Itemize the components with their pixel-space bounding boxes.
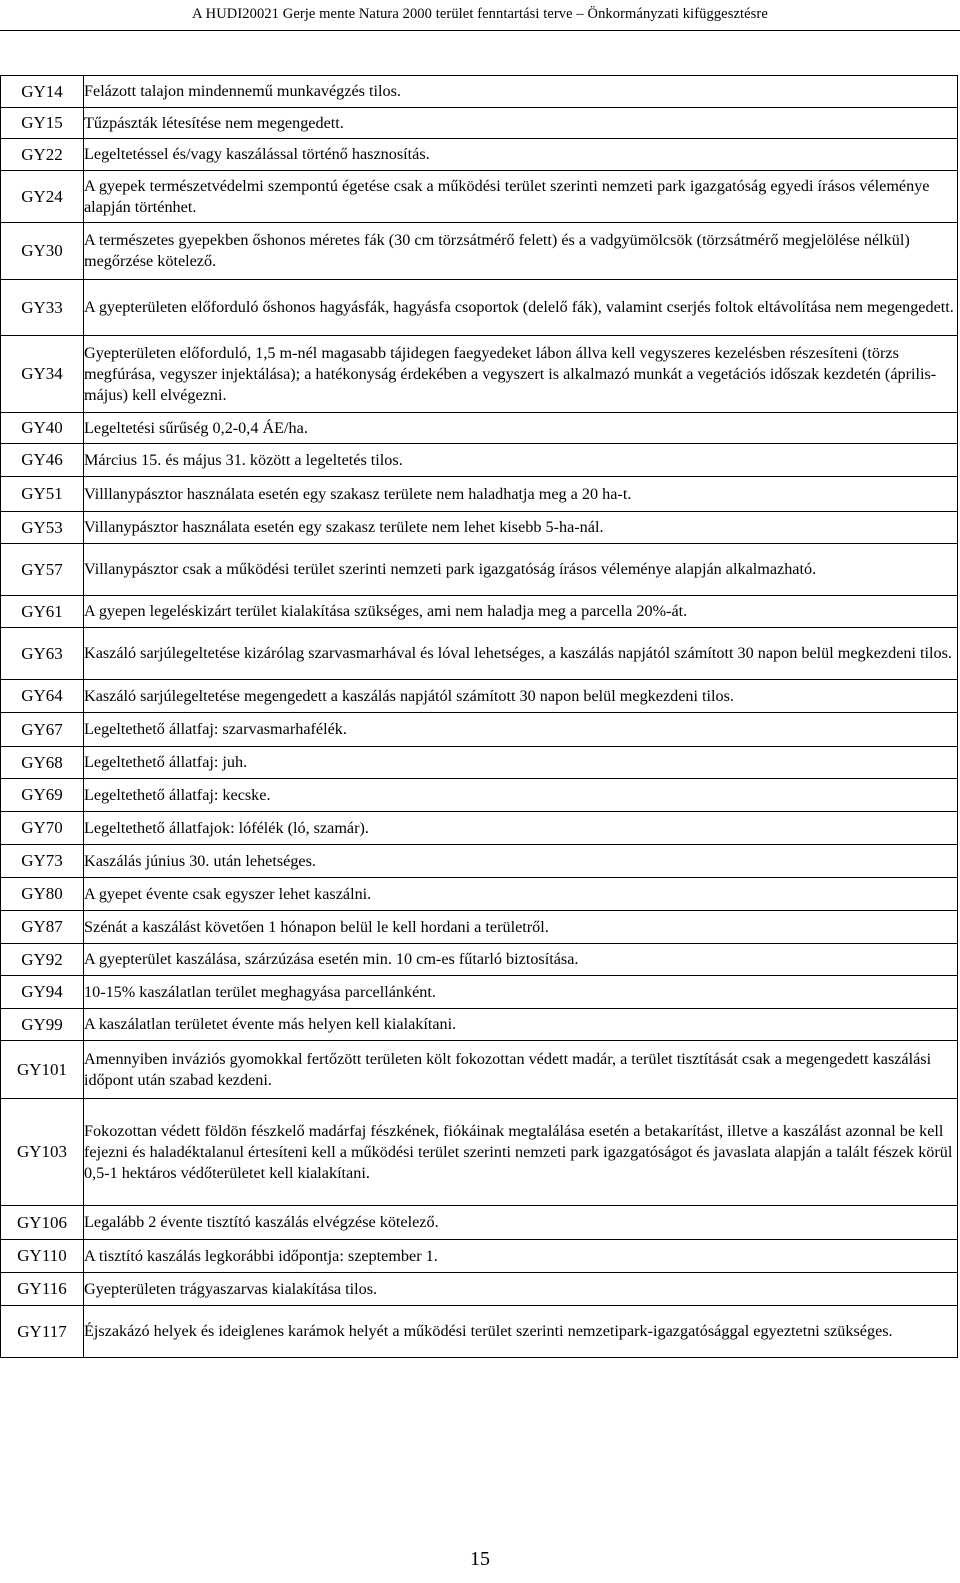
rule-code: GY68 <box>1 747 84 779</box>
rule-code: GY53 <box>1 512 84 544</box>
rule-code: GY94 <box>1 976 84 1009</box>
table-row <box>1 544 958 596</box>
rule-code: GY87 <box>1 911 84 944</box>
rule-text: Legalább 2 évente tisztító kaszálás elvégzése kötelező. <box>84 1206 958 1240</box>
rule-text: Kaszáló sarjúlegeltetése megengedett a kaszálás napjától számított 30 napon belül megkezdeni tilos. <box>84 680 958 713</box>
table-row <box>1 1240 958 1273</box>
rule-text: Felázott talajon mindennemű munkavégzés tilos. <box>84 76 958 108</box>
rule-text: A gyepterület kaszálása, szárzúzása esetén min. 10 cm-es fűtarló biztosítása. <box>84 944 958 976</box>
page-header: A HUDI20021 Gerje mente Natura 2000 terület fenntartási terve – Önkormányzati kifüggesztésre <box>192 6 768 22</box>
table-row <box>1 223 958 280</box>
rule-text: Éjszakázó helyek és ideiglenes karámok helyét a működési terület szerinti nemzetipark-igazgatósággal egyeztetni szükséges. <box>84 1306 958 1358</box>
rule-text: Legeltetéssel és/vagy kaszálással történő hasznosítás. <box>84 139 958 171</box>
rule-text: Villanypásztor csak a működési terület szerinti nemzeti park igazgatóság írásos véleménye alapján alkalmazható. <box>84 544 958 596</box>
rule-code: GY40 <box>1 413 84 444</box>
rule-text: A gyepek természetvédelmi szempontú égetése csak a működési terület szerinti nemzeti park igazgatóság egyedi írásos véleménye alapján történhet. <box>84 171 958 223</box>
table-row <box>1 812 958 845</box>
rule-code: GY14 <box>1 76 84 108</box>
rule-code: GY101 <box>1 1041 84 1099</box>
rule-text: Legeltethető állatfaj: kecske. <box>84 779 958 812</box>
rule-code: GY24 <box>1 171 84 223</box>
rule-code: GY22 <box>1 139 84 171</box>
rule-code: GY69 <box>1 779 84 812</box>
rule-text: Villlanypásztor használata esetén egy szakasz területe nem haladhatja meg a 20 ha-t. <box>84 477 958 512</box>
rule-code: GY30 <box>1 223 84 280</box>
rule-code: GY51 <box>1 477 84 512</box>
rule-code: GY73 <box>1 845 84 878</box>
table-row <box>1 628 958 680</box>
rule-code: GY15 <box>1 108 84 139</box>
table-row <box>1 1206 958 1240</box>
rule-code: GY61 <box>1 596 84 628</box>
rule-text: Fokozottan védett földön fészkelő madárfaj fészkének, fiókáinak megtalálása esetén a betakarítást, illetve a kaszálást azonnal be kell fejezni és haladéktalanul értesíteni kell a működési terület szerinti nemzeti park igazgatóságot és javaslata alapján a talált fészek körül 0,5-1 hektáros védőterületet kell kialakítani. <box>84 1099 958 1206</box>
table-row <box>1 1099 958 1206</box>
header-rule <box>0 30 960 31</box>
table-row <box>1 976 958 1009</box>
table-row <box>1 336 958 413</box>
rule-text: Szénát a kaszálást követően 1 hónapon belül le kell hordani a területről. <box>84 911 958 944</box>
table-row <box>1 171 958 223</box>
rule-text: A természetes gyepekben őshonos méretes fák (30 cm törzsátmérő felett) és a vadgyümölcsök (törzsátmérő megjelölése nélkül) megőrzése kötelező. <box>84 223 958 280</box>
rule-text: A gyepterületen előforduló őshonos hagyásfák, hagyásfa csoportok (delelő fák), valamint cserjés foltok eltávolítása nem megengedett. <box>84 280 958 336</box>
table-row <box>1 1041 958 1099</box>
rules-table <box>0 75 958 1358</box>
rule-text: Villanypásztor használata esetén egy szakasz területe nem lehet kisebb 5-ha-nál. <box>84 512 958 544</box>
rule-text: A tisztító kaszálás legkorábbi időpontja: szeptember 1. <box>84 1240 958 1273</box>
table-row <box>1 845 958 878</box>
table-row <box>1 477 958 512</box>
rule-code: GY106 <box>1 1206 84 1240</box>
table-row <box>1 1273 958 1306</box>
rule-text: Legeltethető állatfajok: lófélék (ló, szamár). <box>84 812 958 845</box>
table-row <box>1 413 958 444</box>
rules-table-body <box>1 76 958 1358</box>
table-row <box>1 280 958 336</box>
rule-text: Gyepterületen trágyaszarvas kialakítása tilos. <box>84 1273 958 1306</box>
table-row <box>1 108 958 139</box>
table-row <box>1 747 958 779</box>
table-row <box>1 944 958 976</box>
rule-text: Kaszáló sarjúlegeltetése kizárólag szarvasmarhával és lóval lehetséges, a kaszálás napjától számított 30 napon belül megkezdeni tilos. <box>84 628 958 680</box>
rule-text: Amennyiben inváziós gyomokkal fertőzött területen költ fokozottan védett madár, a terület tisztítását csak a megengedett kaszálási időpont után szabad kezdeni. <box>84 1041 958 1099</box>
rule-text: Gyepterületen előforduló, 1,5 m-nél magasabb tájidegen faegyedeket lábon állva kell vegyszeres kezelésben részesíteni (törzs megfúrása, vegyszer injektálása); a hatékonyság érdekében a vegyszert is alkalmazó munkát a vegetációs időszak kezdetén (április-május) kell elvégezni. <box>84 336 958 413</box>
rule-code: GY116 <box>1 1273 84 1306</box>
rule-code: GY33 <box>1 280 84 336</box>
page-number: 15 <box>470 1548 490 1570</box>
rule-text: Kaszálás június 30. után lehetséges. <box>84 845 958 878</box>
table-row <box>1 139 958 171</box>
rule-text: Legeltethető állatfaj: juh. <box>84 747 958 779</box>
rule-code: GY70 <box>1 812 84 845</box>
table-row <box>1 713 958 747</box>
table-row <box>1 596 958 628</box>
table-row <box>1 1306 958 1358</box>
rule-code: GY57 <box>1 544 84 596</box>
rule-code: GY67 <box>1 713 84 747</box>
rule-code: GY46 <box>1 444 84 477</box>
rule-code: GY99 <box>1 1009 84 1041</box>
rule-code: GY92 <box>1 944 84 976</box>
rule-text: Tűzpászták létesítése nem megengedett. <box>84 108 958 139</box>
rule-code: GY64 <box>1 680 84 713</box>
rule-text: A gyepen legeléskizárt terület kialakítása szükséges, ami nem haladja meg a parcella 20%-át. <box>84 596 958 628</box>
table-row <box>1 680 958 713</box>
rule-code: GY103 <box>1 1099 84 1206</box>
rule-code: GY34 <box>1 336 84 413</box>
table-row <box>1 76 958 108</box>
rule-text: Legeltethető állatfaj: szarvasmarhafélék. <box>84 713 958 747</box>
table-row <box>1 444 958 477</box>
rule-code: GY117 <box>1 1306 84 1358</box>
table-row <box>1 911 958 944</box>
rule-text: Legeltetési sűrűség 0,2-0,4 ÁE/ha. <box>84 413 958 444</box>
table-row <box>1 779 958 812</box>
rule-code: GY63 <box>1 628 84 680</box>
rule-text: A gyepet évente csak egyszer lehet kaszálni. <box>84 878 958 911</box>
table-row <box>1 1009 958 1041</box>
rule-text: Március 15. és május 31. között a legeltetés tilos. <box>84 444 958 477</box>
table-row <box>1 512 958 544</box>
rule-code: GY110 <box>1 1240 84 1273</box>
table-row <box>1 878 958 911</box>
rule-text: 10-15% kaszálatlan terület meghagyása parcellánként. <box>84 976 958 1009</box>
rule-code: GY80 <box>1 878 84 911</box>
rule-text: A kaszálatlan területet évente más helyen kell kialakítani. <box>84 1009 958 1041</box>
